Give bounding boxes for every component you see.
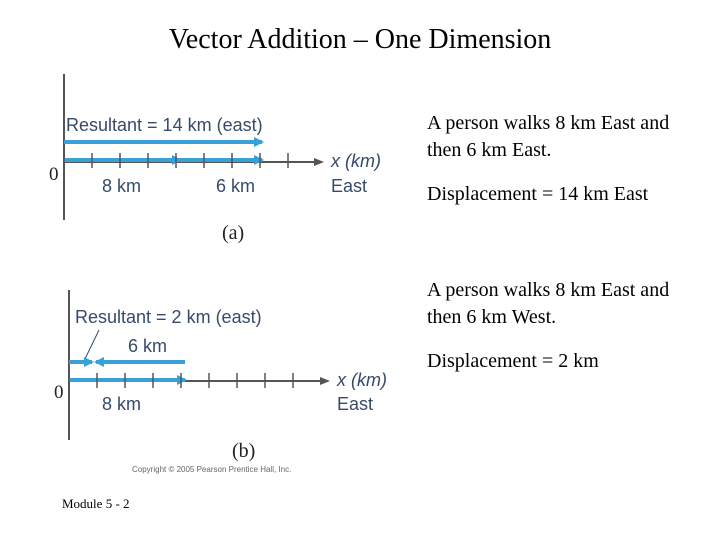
figure-a-seg1-label: 8 km — [102, 176, 142, 196]
figure-a — [49, 74, 381, 244]
figure-b-copyright: Copyright © 2005 Pearson Prentice Hall, Inc. — [132, 465, 292, 474]
figure-b-panel-label: (b) — [232, 440, 256, 462]
figure-b-zero-label: 0 — [54, 382, 64, 403]
figure-b — [54, 290, 387, 474]
figure-b-axis-label: x (km) — [337, 370, 387, 390]
figure-b-resultant-label: Resultant = 2 km (east) — [75, 307, 262, 327]
text-a-line2: Displacement = 14 km East — [427, 183, 649, 205]
figure-a-zero-label: 0 — [49, 164, 59, 185]
figure-b-callout-line — [84, 330, 99, 361]
slide-title: Vector Addition – One Dimension — [168, 24, 552, 55]
figure-a-panel-label: (a) — [222, 222, 245, 244]
figure-b-direction-label: East — [337, 394, 374, 414]
figure-b-arrow2-label: 6 km — [128, 336, 168, 356]
slide-footer: Module 5 - 2 — [62, 496, 130, 511]
text-b-line1: A person walks 8 km East and then 6 km West. — [427, 279, 670, 328]
figure-a-direction-label: East — [331, 176, 368, 196]
text-a-line1: A person walks 8 km East and then 6 km East. — [427, 112, 670, 161]
figure-a-resultant-label: Resultant = 14 km (east) — [66, 115, 263, 135]
text-b-line2: Displacement = 2 km — [427, 350, 599, 372]
figure-a-axis-label: x (km) — [331, 151, 381, 171]
figure-a-seg2-label: 6 km — [216, 176, 256, 196]
figure-b-seg1-label: 8 km — [102, 394, 142, 414]
